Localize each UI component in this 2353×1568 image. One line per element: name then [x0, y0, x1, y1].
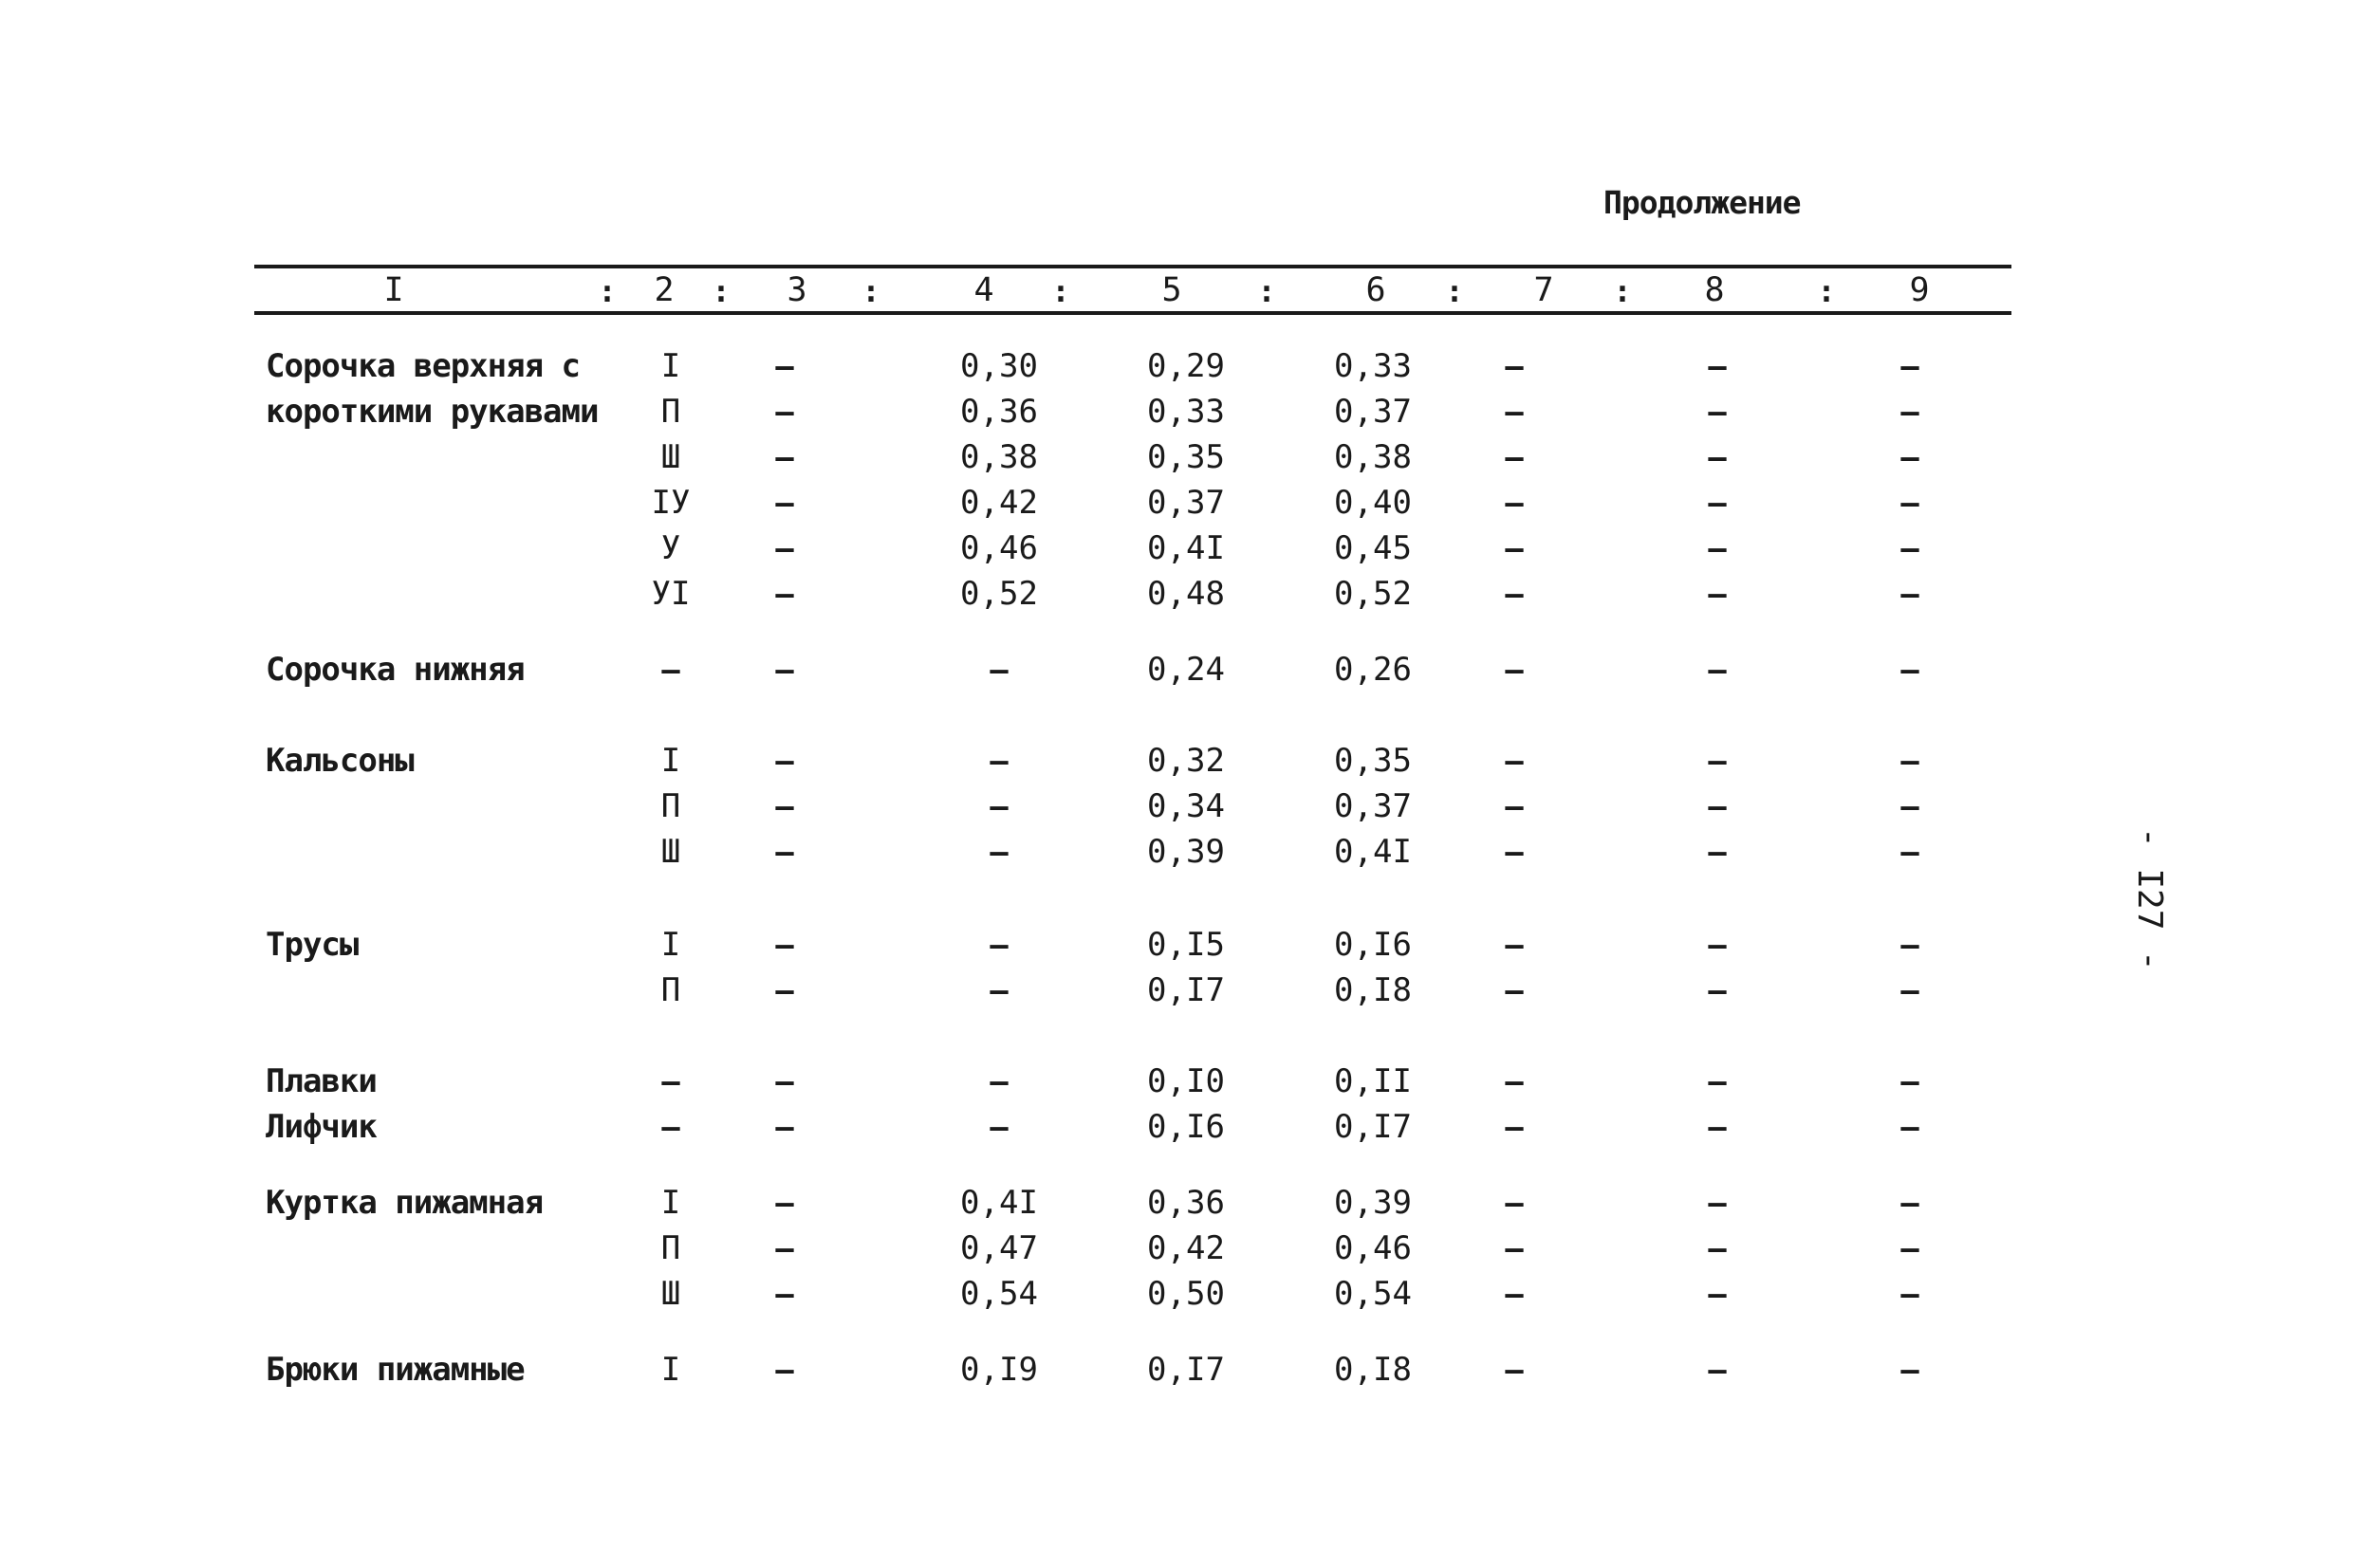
header-col-4: 4: [973, 271, 994, 309]
table-cell-col-4: –: [990, 834, 1009, 870]
table-cell-col-4: 0,30: [960, 347, 1038, 385]
table-cell-col-6: 0,54: [1334, 1275, 1412, 1313]
table-row: [0, 738, 2353, 784]
table-cell-col-8: –: [1708, 1109, 1727, 1145]
item-name-cell: короткими рукавами: [266, 393, 599, 431]
table-cell-col-8: –: [1708, 1185, 1727, 1221]
header-separator: :: [1051, 273, 1070, 309]
table-cell-col-2: I: [660, 347, 681, 385]
table-cell-col-8: –: [1708, 1230, 1727, 1266]
table-cell-col-5: 0,34: [1147, 787, 1225, 825]
table-cell-col-5: 0,I6: [1147, 1108, 1225, 1146]
table-cell-col-3: –: [775, 530, 794, 566]
table-cell-col-5: 0,24: [1147, 651, 1225, 689]
table-cell-col-9: –: [1900, 394, 1919, 430]
table-cell-col-4: –: [990, 788, 1009, 824]
table-cell-col-2: I: [660, 742, 681, 780]
table-cell-col-7: –: [1505, 1063, 1524, 1099]
table-cell-col-4: 0,54: [960, 1275, 1038, 1313]
table-cell-col-9: –: [1900, 348, 1919, 384]
table-cell-col-6: 0,26: [1334, 651, 1412, 689]
table-cell-col-9: –: [1900, 1352, 1919, 1388]
table-cell-col-8: –: [1708, 348, 1727, 384]
table-cell-col-9: –: [1900, 1230, 1919, 1266]
table-cell-col-3: –: [775, 1230, 794, 1266]
table-cell-col-8: –: [1708, 788, 1727, 824]
table-cell-col-2: IУ: [651, 484, 691, 522]
table-cell-col-6: 0,4I: [1334, 833, 1412, 871]
header-col-5: 5: [1161, 271, 1182, 309]
table-row: [0, 434, 2353, 480]
table-cell-col-2: П: [660, 787, 681, 825]
table-row: [0, 480, 2353, 526]
table-cell-col-6: 0,I8: [1334, 971, 1412, 1009]
table-cell-col-2: I: [660, 1351, 681, 1389]
table-cell-col-7: –: [1505, 927, 1524, 963]
table-cell-col-4: 0,52: [960, 575, 1038, 613]
table-cell-col-8: –: [1708, 1063, 1727, 1099]
table-cell-col-3: –: [775, 743, 794, 779]
table-cell-col-8: –: [1708, 1276, 1727, 1312]
table-cell-col-4: 0,36: [960, 393, 1038, 431]
table-cell-col-8: –: [1708, 439, 1727, 475]
table-cell-col-3: –: [775, 394, 794, 430]
table-cell-col-3: –: [775, 576, 794, 612]
table-row: [0, 1059, 2353, 1104]
header-separator: :: [1613, 273, 1632, 309]
table-cell-col-7: –: [1505, 485, 1524, 521]
item-name-cell: Сорочка верхняя с: [266, 347, 580, 385]
item-name-cell: Брюки пижамные: [266, 1351, 525, 1389]
table-cell-col-3: –: [775, 927, 794, 963]
table-cell-col-7: –: [1505, 788, 1524, 824]
item-name-cell: Кальсоны: [266, 742, 414, 780]
table-cell-col-9: –: [1900, 1063, 1919, 1099]
table-cell-col-2: П: [660, 1229, 681, 1267]
table-cell-col-5: 0,48: [1147, 575, 1225, 613]
table-cell-col-6: 0,52: [1334, 575, 1412, 613]
table-cell-col-2: У: [660, 529, 681, 567]
table-cell-col-3: –: [775, 1185, 794, 1221]
item-name-cell: Лифчик: [266, 1108, 377, 1146]
table-cell-col-9: –: [1900, 927, 1919, 963]
table-cell-col-2: I: [660, 926, 681, 964]
header-col-7: 7: [1533, 271, 1554, 309]
table-cell-col-3: –: [775, 485, 794, 521]
table-cell-col-9: –: [1900, 1276, 1919, 1312]
item-name-cell: Куртка пижамная: [266, 1184, 544, 1222]
table-cell-col-6: 0,35: [1334, 742, 1412, 780]
table-row: [0, 571, 2353, 617]
table-cell-col-9: –: [1900, 1185, 1919, 1221]
table-cell-col-3: –: [775, 972, 794, 1008]
header-separator: :: [1445, 273, 1464, 309]
header-col-8: 8: [1704, 271, 1725, 309]
table-cell-col-3: –: [775, 1352, 794, 1388]
table-cell-col-7: –: [1505, 652, 1524, 688]
table-cell-col-5: 0,36: [1147, 1184, 1225, 1222]
table-cell-col-8: –: [1708, 1352, 1727, 1388]
table-cell-col-3: –: [775, 439, 794, 475]
table-cell-col-7: –: [1505, 530, 1524, 566]
table-cell-col-5: 0,35: [1147, 438, 1225, 476]
table-cell-col-7: –: [1505, 439, 1524, 475]
table-cell-col-5: 0,33: [1147, 393, 1225, 431]
table-cell-col-7: –: [1505, 1185, 1524, 1221]
table-cell-col-8: –: [1708, 530, 1727, 566]
table-row: [0, 343, 2353, 389]
table-cell-col-4: 0,42: [960, 484, 1038, 522]
table-cell-col-7: –: [1505, 972, 1524, 1008]
table-cell-col-2: П: [660, 971, 681, 1009]
table-cell-col-7: –: [1505, 394, 1524, 430]
table-cell-col-9: –: [1900, 530, 1919, 566]
table-cell-col-5: 0,42: [1147, 1229, 1225, 1267]
table-cell-col-7: –: [1505, 834, 1524, 870]
table-cell-col-7: –: [1505, 348, 1524, 384]
header-separator: :: [1817, 273, 1836, 309]
table-cell-col-5: 0,39: [1147, 833, 1225, 871]
table-cell-col-4: 0,46: [960, 529, 1038, 567]
table-cell-col-9: –: [1900, 1109, 1919, 1145]
table-row: [0, 784, 2353, 829]
table-cell-col-9: –: [1900, 576, 1919, 612]
header-separator: :: [598, 273, 617, 309]
header-col-2: 2: [654, 271, 675, 309]
table-cell-col-7: –: [1505, 743, 1524, 779]
table-cell-col-4: –: [990, 1109, 1009, 1145]
table-cell-col-3: –: [775, 1276, 794, 1312]
table-cell-col-5: 0,4I: [1147, 529, 1225, 567]
header-separator: :: [712, 273, 731, 309]
table-cell-col-7: –: [1505, 1276, 1524, 1312]
continuation-label: Продолжение: [1603, 184, 1801, 221]
table-cell-col-6: 0,I7: [1334, 1108, 1412, 1146]
table-cell-col-9: –: [1900, 743, 1919, 779]
table-row: [0, 922, 2353, 968]
table-cell-col-3: –: [775, 1063, 794, 1099]
table-cell-col-2: П: [660, 393, 681, 431]
table-cell-col-9: –: [1900, 652, 1919, 688]
table-cell-col-4: 0,47: [960, 1229, 1038, 1267]
table-cell-col-4: –: [990, 972, 1009, 1008]
table-cell-col-8: –: [1708, 485, 1727, 521]
table-row: [0, 1180, 2353, 1226]
item-name-cell: Плавки: [266, 1062, 377, 1100]
table-row: [0, 647, 2353, 692]
table-cell-col-8: –: [1708, 743, 1727, 779]
table-cell-col-2: УI: [651, 575, 691, 613]
table-cell-col-3: –: [775, 1109, 794, 1145]
table-row: [0, 1226, 2353, 1271]
page-number: - I27 -: [2130, 827, 2169, 971]
table-cell-col-5: 0,29: [1147, 347, 1225, 385]
header-col-3: 3: [787, 271, 807, 309]
table-cell-col-2: Ш: [660, 1275, 681, 1313]
table-cell-col-6: 0,I8: [1334, 1351, 1412, 1389]
table-cell-col-8: –: [1708, 576, 1727, 612]
table-cell-col-4: 0,38: [960, 438, 1038, 476]
table-cell-col-6: 0,46: [1334, 1229, 1412, 1267]
table-cell-col-6: 0,40: [1334, 484, 1412, 522]
table-cell-col-7: –: [1505, 1352, 1524, 1388]
table-cell-col-9: –: [1900, 834, 1919, 870]
table-cell-col-6: 0,33: [1334, 347, 1412, 385]
table-cell-col-5: 0,I5: [1147, 926, 1225, 964]
table-cell-col-6: 0,45: [1334, 529, 1412, 567]
table-cell-col-4: –: [990, 743, 1009, 779]
table-cell-col-6: 0,I6: [1334, 926, 1412, 964]
table-row: [0, 1347, 2353, 1393]
table-cell-col-7: –: [1505, 1109, 1524, 1145]
table-cell-col-9: –: [1900, 485, 1919, 521]
table-cell-col-3: –: [775, 834, 794, 870]
header-col-1: I: [383, 271, 404, 309]
table-cell-col-4: 0,4I: [960, 1184, 1038, 1222]
table-cell-col-5: 0,I7: [1147, 971, 1225, 1009]
table-row: [0, 1271, 2353, 1317]
table-cell-col-6: 0,37: [1334, 787, 1412, 825]
table-cell-col-4: –: [990, 1063, 1009, 1099]
table-cell-col-3: –: [775, 348, 794, 384]
table-cell-col-8: –: [1708, 927, 1727, 963]
table-cell-col-8: –: [1708, 972, 1727, 1008]
table-cell-col-3: –: [775, 788, 794, 824]
table-cell-col-6: 0,39: [1334, 1184, 1412, 1222]
table-row: [0, 389, 2353, 434]
table-cell-col-3: –: [775, 652, 794, 688]
table-cell-col-5: 0,I0: [1147, 1062, 1225, 1100]
table-cell-col-9: –: [1900, 788, 1919, 824]
header-col-6: 6: [1365, 271, 1386, 309]
table-cell-col-5: 0,50: [1147, 1275, 1225, 1313]
table-cell-col-7: –: [1505, 1230, 1524, 1266]
table-cell-col-2: –: [661, 1109, 680, 1145]
table-cell-col-9: –: [1900, 972, 1919, 1008]
header-separator: :: [1257, 273, 1276, 309]
table-row: [0, 968, 2353, 1013]
table-cell-col-6: 0,37: [1334, 393, 1412, 431]
table-row: [0, 1104, 2353, 1150]
table-cell-col-2: Ш: [660, 833, 681, 871]
table-cell-col-8: –: [1708, 652, 1727, 688]
table-cell-col-5: 0,37: [1147, 484, 1225, 522]
header-separator: :: [862, 273, 880, 309]
table-cell-col-8: –: [1708, 394, 1727, 430]
table-cell-col-8: –: [1708, 834, 1727, 870]
table-cell-col-6: 0,II: [1334, 1062, 1412, 1100]
table-cell-col-9: –: [1900, 439, 1919, 475]
table-cell-col-2: I: [660, 1184, 681, 1222]
table-cell-col-4: –: [990, 927, 1009, 963]
table-cell-col-2: –: [661, 1063, 680, 1099]
table-cell-col-7: –: [1505, 576, 1524, 612]
table-row: [0, 526, 2353, 571]
table-cell-col-4: 0,I9: [960, 1351, 1038, 1389]
item-name-cell: Трусы: [266, 926, 359, 964]
table-cell-col-2: –: [661, 652, 680, 688]
header-col-9: 9: [1909, 271, 1930, 309]
item-name-cell: Сорочка нижняя: [266, 651, 525, 689]
table-cell-col-6: 0,38: [1334, 438, 1412, 476]
table-cell-col-5: 0,I7: [1147, 1351, 1225, 1389]
table-row: [0, 829, 2353, 875]
table-cell-col-2: Ш: [660, 438, 681, 476]
table-cell-col-4: –: [990, 652, 1009, 688]
table-cell-col-5: 0,32: [1147, 742, 1225, 780]
